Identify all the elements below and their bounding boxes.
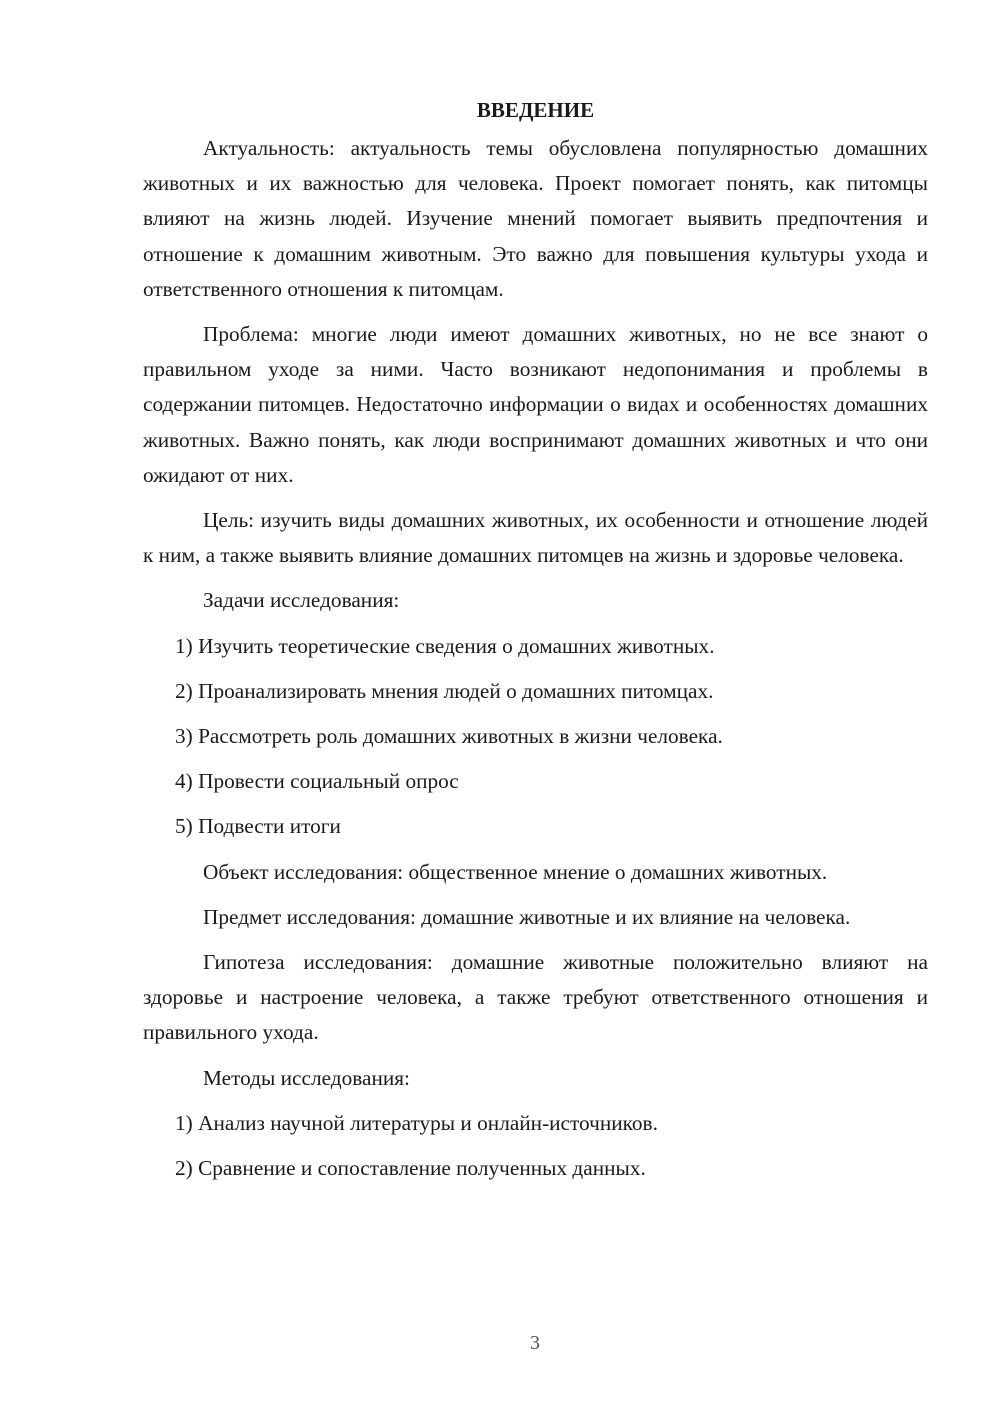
paragraph-hypothesis: Гипотеза исследования: домашние животные положительно влияют на здоровье и настроение человека, а также требуют ответственного отношения и правильного ухода. [143,950,928,1045]
methods-list [143,1106,928,1186]
paragraph-relevance: Актуальность: актуальность темы обусловлена популярностью домашних животных и их важностью для человека. Проект помогает понять, как питомцы влияют на жизнь людей. Изучение мнений помогает выявить предпочтения и отношение к домашним животным. Это важно для повышения культуры ухода и ответственного отношения к питомцам. [143,136,928,301]
list-item: 4) Провести социальный опрос [175,769,459,794]
paragraph-subject: Предмет исследования: домашние животные и их влияние на человека. [203,904,851,929]
list-item: 1) Изучить теоретические сведения о домашних животных. [175,633,715,658]
paragraph-goal: Цель: изучить виды домашних животных, их особенности и отношение людей к ним, а также выявить влияние домашних питомцев на жизнь и здоровье человека. [143,508,928,568]
list-item: 2) Проанализировать мнения людей о домашних питомцах. [175,678,714,703]
list-item: 2) Сравнение и сопоставление полученных данных. [175,1156,646,1181]
list-item: 5) Подвести итоги [175,814,341,839]
list-item: 1) Анализ научной литературы и онлайн-источников. [175,1110,658,1135]
paragraph-object: Объект исследования: общественное мнение о домашних животных. [203,859,828,884]
list-item: 3) Рассмотреть роль домашних животных в жизни человека. [175,724,723,749]
page-title: ВВЕДЕНИЕ [476,98,595,122]
methods-heading: Методы исследования: [203,1065,410,1090]
page-number: 3 [530,1332,540,1354]
tasks-list [143,629,928,845]
paragraph-problem: Проблема: многие люди имеют домашних животных, но не все знают о правильном уходе за ними. Часто возникают недопонимания и проблемы в содержании питомцев. Недостаточно информации о видах и особенностях домашних животных. Важно понять, как люди воспринимают домашних животных и что они ожидают от них. [143,322,928,487]
tasks-heading: Задачи исследования: [203,588,400,613]
document-page [143,95,928,1196]
